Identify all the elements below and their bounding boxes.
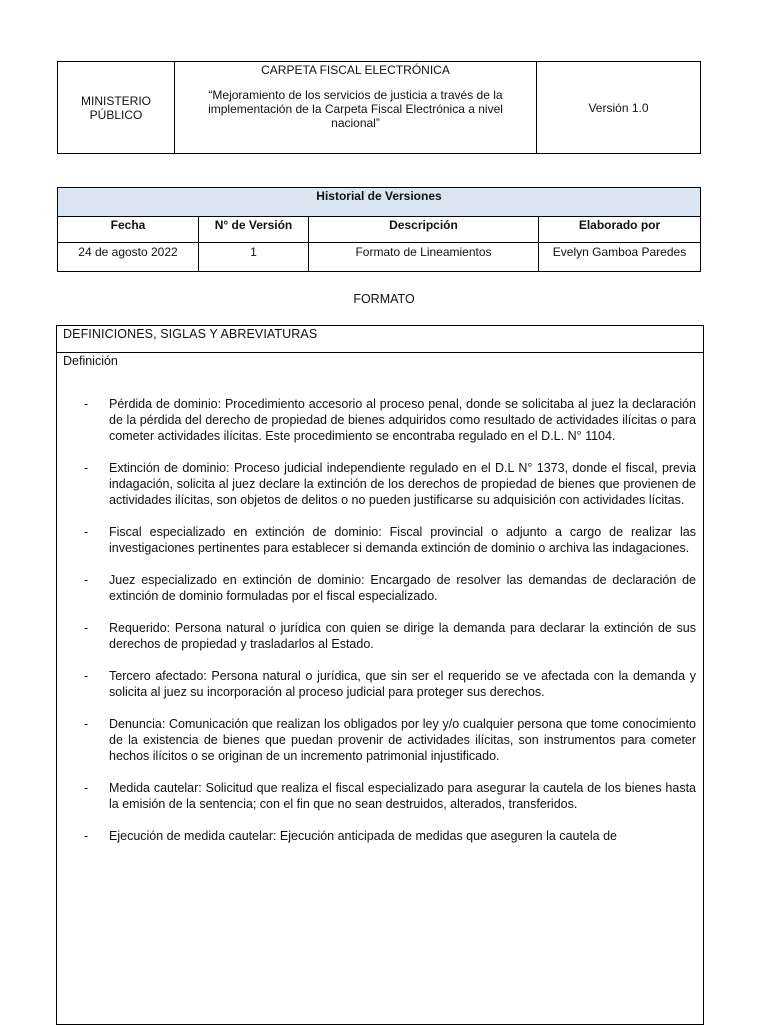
definition-text: Requerido: Persona natural o jurídica con quien se dirige la demanda para declarar la extinción de sus derechos de propiedad y trasladarlos al Estado. [109,621,696,651]
format-heading: FORMATO [353,292,415,306]
list-item [57,716,703,764]
list-item [57,524,703,556]
version-history-title: Historial de Versiones [58,188,701,217]
version-history-table [57,187,701,272]
definition-text: Extinción de dominio: Proceso judicial independiente regulado en el D.L N° 1373, donde el fiscal, previa indagación, solicita al juez declare la extinción de los derechos de propiedad de bienes que provienen de actividades ilícitas, son objetos de delitos o no pueden justificarse su adquisición con actividades lícitas. [109,461,696,507]
bullet-dash: - [84,525,89,539]
column-header-author: Elaborado por [539,217,701,243]
definition-text: Tercero afectado: Persona natural o jurídica, que sin ser el requerido se ve afectada con la demanda y solicita al juez su incorporación al proceso judicial para proteger sus derechos. [109,669,696,699]
version-cell [537,62,701,154]
list-item [57,828,703,844]
bullet-dash: - [84,781,89,795]
version-description: Formato de Lineamientos [309,243,539,272]
bullet-dash: - [84,669,89,683]
organization-cell [58,62,175,154]
definition-text: Ejecución de medida cautelar: Ejecución anticipada de medidas que aseguren la cautela de [109,829,617,843]
document-subtitle: “Mejoramiento de los servicios de justicia a través de la implementación de la Carpeta Fiscal Electrónica a nivel nacional” [208,88,503,130]
definitions-box [56,325,704,1025]
list-item [57,668,703,700]
bullet-dash: - [84,717,89,731]
table-row [58,243,701,272]
bullet-dash: - [84,461,89,475]
definition-label: Definición [63,354,118,368]
bullet-dash: - [84,397,89,411]
list-item [57,572,703,604]
version-number: 1 [199,243,309,272]
column-header-date: Fecha [58,217,199,243]
document-title-cell [175,62,537,154]
definitions-list [57,396,703,844]
organization-name-line2: PÚBLICO [89,107,143,122]
list-item [57,620,703,652]
definition-text: Fiscal especializado en extinción de dominio: Fiscal provincial o adjunto a cargo de realizar las investigaciones pertinentes para establecer si demanda extinción de dominio o archiva las indagaciones. [109,525,696,555]
definition-text: Medida cautelar: Solicitud que realiza el fiscal especializado para asegurar la cautela de los bienes hasta la emisión de la sentencia; con el fin que no sean destruidos, alterados, transferidos. [109,781,696,811]
definition-text: Pérdida de dominio: Procedimiento accesorio al proceso penal, donde se solicitaba al juez la declaración de la pérdida del derecho de propiedad de bienes adquiridos como resultado de actividades ilícitas o para cometer actividades ilícitas. Este procedimiento se encontraba regulado en el D.L. N° 1104. [109,397,696,443]
list-item [57,396,703,444]
document-header-table [57,61,701,154]
definition-text: Denuncia: Comunicación que realizan los obligados por ley y/o cualquier persona que tome conocimiento de la existencia de bienes que puedan provenir de actividades ilícitas, son instrumentos para cometer hechos ilícitos o se originan de un incremento patrimonial injustificado. [109,717,696,763]
version-author: Evelyn Gamboa Paredes [539,243,701,272]
bullet-dash: - [84,621,89,635]
organization-name-line1: MINISTERIO [80,93,151,108]
list-item [57,780,703,812]
column-header-version-number: N° de Versión [199,217,309,243]
version-date: 24 de agosto 2022 [58,243,199,272]
document-version: Versión 1.0 [588,100,649,115]
definition-text: Juez especializado en extinción de dominio: Encargado de resolver las demandas de declaración de extinción de dominio formuladas por el fiscal especializado. [109,573,696,603]
column-header-description: Descripción [309,217,539,243]
definitions-section-title: DEFINICIONES, SIGLAS Y ABREVIATURAS [57,326,703,353]
document-title: CARPETA FISCAL ELECTRÓNICA [261,63,450,77]
list-item [57,460,703,508]
bullet-dash: - [84,573,89,587]
bullet-dash: - [84,829,89,843]
